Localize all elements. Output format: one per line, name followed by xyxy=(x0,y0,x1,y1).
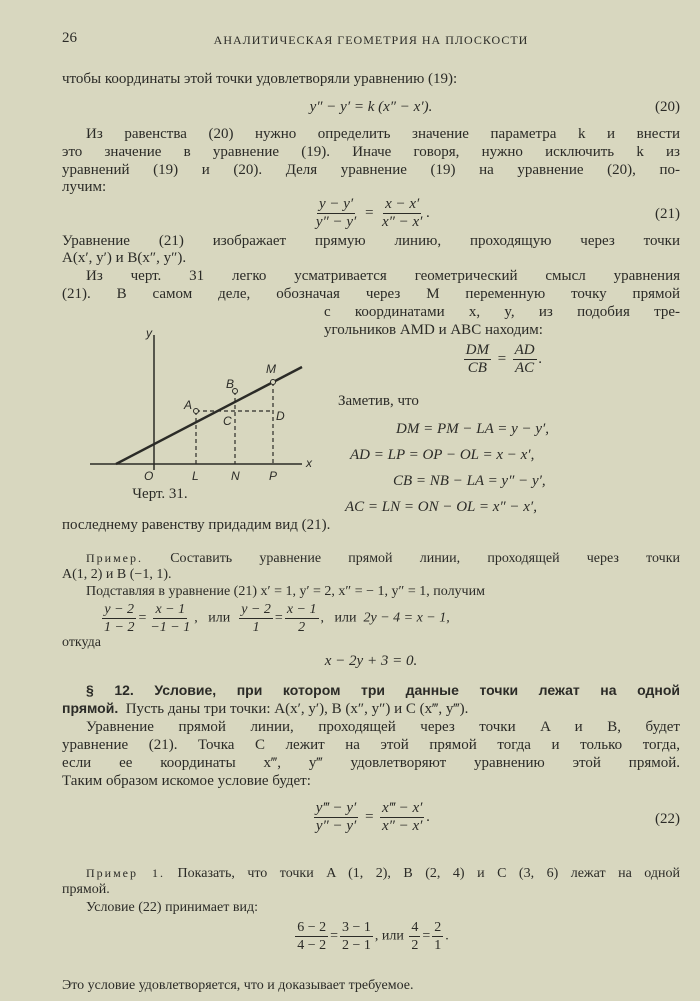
label-n: N xyxy=(231,469,240,483)
paragraph-line: Заметив, что xyxy=(338,393,419,409)
point-a xyxy=(194,409,199,414)
conclusion: Это условие удовлетворяется, что и доказывает требуемое. xyxy=(62,978,414,993)
equality: AD = LP = OP − OL = x − x′, xyxy=(350,447,535,463)
denominator: 2 − 1 xyxy=(342,938,371,953)
denominator: x″ − x′ xyxy=(381,214,423,230)
paragraph-line: это значение в уравнение (19). Иначе говоря, нужно исключить k из xyxy=(62,144,680,160)
denominator: 1 xyxy=(434,938,442,953)
denominator: x″ − x′ xyxy=(381,818,423,834)
example-line: Подставляя в уравнение (21) x′ = 1, y′ = 2, x″ = − 1, y″ = 1, получим xyxy=(86,584,485,599)
paragraph-line: угольников AMD и ABC находим: xyxy=(324,322,543,338)
or-word: или xyxy=(381,928,404,944)
figure-caption: Черт. 31. xyxy=(132,486,188,502)
label-a: A xyxy=(184,398,193,412)
figure-31 xyxy=(80,325,320,505)
example1-equations: $\frac{6 - 2}{4 - 2}$ = $\frac{3 - 1}{2 - 1}$ , или $\frac{4}{2}$ = $\frac{2}{1}$ . xyxy=(297,920,449,953)
label-b: B xyxy=(226,377,235,391)
numerator: y − 2 xyxy=(104,602,135,617)
equation-expr: y″ − y′ = k (x″ − x′). xyxy=(309,99,433,115)
example-label: Пример 1. xyxy=(86,866,166,880)
example-line: A(1, 2) и B (−1, 1). xyxy=(62,567,172,582)
equality: AC = LN = ON − OL = x″ − x′, xyxy=(345,499,537,515)
label-l: L xyxy=(192,469,199,483)
point-m xyxy=(271,380,276,385)
or-word: или xyxy=(208,610,231,626)
section-title: § 12. Условие, при котором три данные точки лежат на одной xyxy=(86,682,680,698)
label-o: O xyxy=(144,469,154,483)
example-result: x − 2y + 3 = 0. xyxy=(324,653,418,669)
numerator: DM xyxy=(465,342,489,358)
denominator: 1 xyxy=(252,620,260,635)
equation: 2y − 4 = x − 1, xyxy=(363,610,450,626)
equation-label: (20) xyxy=(655,99,680,115)
label-d: D xyxy=(276,409,285,423)
section-heading xyxy=(62,681,680,700)
numerator: y − 2 xyxy=(241,602,271,617)
punct: . xyxy=(538,350,543,367)
paragraph-line: уравнений (19) и (20). Деля уравнение (19) на уравнение (20), по- xyxy=(62,162,680,178)
numerator: 2 xyxy=(434,920,442,935)
numerator: x − x′ xyxy=(385,196,420,212)
equation-ratio: $\frac{DM}{CB}$ = $\frac{AD}{AC}$ . xyxy=(465,342,543,376)
equality: CB = NB − LA = y″ − y′, xyxy=(393,473,546,489)
paragraph-line: с координатами x, y, из подобия тре- xyxy=(324,304,680,320)
paragraph-line: откуда xyxy=(62,635,101,650)
paragraph-line: чтобы координаты этой точки удовлетворяли уравнению (19): xyxy=(62,71,458,87)
label-c: C xyxy=(223,414,232,428)
paragraph-line: последнему равенству придадим вид (21). xyxy=(62,517,331,533)
page-number: 26 xyxy=(62,30,77,46)
paragraph-line: Из равенства (20) нужно определить значение параметра k и внести xyxy=(86,126,680,142)
example-equations: $\frac{y - 2}{1 - 2}$ = $\frac{x - 1}{-1 - 1}$ , или $\frac{y - 2}{1}$ = $\frac{x - 1}{2}$ , или 2y − 4 = x − 1, xyxy=(104,602,450,635)
punct: . xyxy=(426,204,431,221)
numerator: x − 1 xyxy=(286,602,317,617)
paragraph-line: Таким образом искомое условие будет: xyxy=(62,773,311,789)
paragraph-line: Уравнение прямой линии, проходящей через точки A и B, будет xyxy=(86,719,680,735)
example-label: Пример. xyxy=(86,551,144,565)
numerator: 6 − 2 xyxy=(297,920,327,935)
numerator: x‴ − x′ xyxy=(381,800,423,816)
denominator: CB xyxy=(467,360,487,376)
punct: . xyxy=(426,808,431,825)
numerator: 4 xyxy=(411,920,419,935)
example-text: Составить уравнение прямой линии, проходящей через точки xyxy=(170,551,680,566)
numerator: y − y′ xyxy=(318,196,354,212)
denominator: 2 xyxy=(298,620,306,635)
denominator: AC xyxy=(515,360,535,376)
numerator: AD xyxy=(514,342,535,358)
label-p: P xyxy=(269,469,278,483)
denominator: −1 − 1 xyxy=(150,620,191,635)
example-line: прямой. xyxy=(62,882,110,897)
denominator: y″ − y′ xyxy=(315,214,357,230)
denominator: 1 − 2 xyxy=(104,620,135,635)
label-x: x xyxy=(306,456,312,470)
label-y: y xyxy=(146,326,152,340)
label-m: M xyxy=(266,362,276,376)
paragraph-line: уравнение (21). Точка C лежит на этой прямой тогда и только тогда, xyxy=(62,737,680,753)
equation-21: $\frac{y - y'}{y'' - y'}$ = $\frac{x - x'}{x'' - x'}$ . xyxy=(315,196,431,230)
section-title: прямой. xyxy=(62,700,119,716)
denominator: 2 xyxy=(411,938,419,953)
paragraph-line: Из черт. 31 легко усматривается геометрический смысл уравнения xyxy=(86,268,680,284)
numerator: x − 1 xyxy=(155,602,186,617)
numerator: 3 − 1 xyxy=(342,920,371,935)
equation-label: (22) xyxy=(655,811,680,827)
running-title: АНАЛИТИЧЕСКАЯ ГЕОМЕТРИЯ НА ПЛОСКОСТИ xyxy=(213,33,529,47)
example-line: Условие (22) принимает вид: xyxy=(86,900,258,915)
numerator: y‴ − y′ xyxy=(315,800,357,816)
denominator: y″ − y′ xyxy=(315,818,357,834)
paragraph-line: если ее координаты x‴, y‴ удовлетворяют уравнению этой прямой. xyxy=(62,755,680,771)
equation-22: $\frac{y‴ - y'}{y'' - y'}$ = $\frac{x‴ - x'}{x'' - x'}$ . xyxy=(315,800,431,834)
denominator: 4 − 2 xyxy=(297,938,327,953)
paragraph-line: A(x′, y′) и B(x″, y″). xyxy=(62,250,187,266)
section-line xyxy=(62,699,680,718)
paragraph-line: Уравнение (21) изображает прямую линию, проходящую через точки xyxy=(62,233,680,249)
paragraph-line: (21). В самом деле, обозначая через M переменную точку прямой xyxy=(62,286,680,302)
or-word: или xyxy=(334,610,357,626)
paragraph-line: лучим: xyxy=(62,179,107,195)
example-text: Показать, что точки A (1, 2), B (2, 4) и C (3, 6) лежат на одной xyxy=(177,866,680,881)
equality: DM = PM − LA = y − y′, xyxy=(396,421,550,437)
equation-label: (21) xyxy=(655,206,680,222)
section-text: Пусть даны три точки: A(x′, y′), B (x″, y″) и C (x‴, y‴). xyxy=(125,701,469,717)
